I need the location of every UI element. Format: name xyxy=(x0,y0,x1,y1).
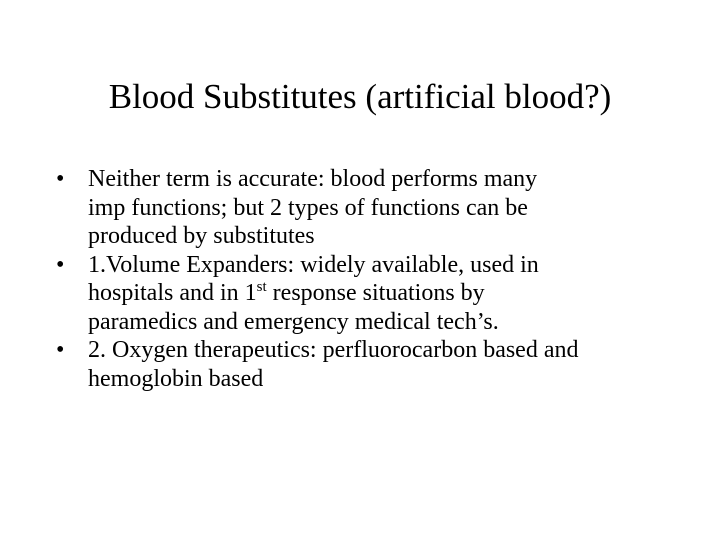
bullet-item xyxy=(56,336,676,393)
bullet-text-line: imp functions; but 2 types of functions can be xyxy=(88,194,528,221)
bullet-text-line: 1.Volume Expanders: widely available, used in xyxy=(88,251,539,278)
bullet-dot: • xyxy=(56,251,65,278)
bullet-text-line: hemoglobin based xyxy=(88,365,264,392)
bullet-item xyxy=(56,251,676,337)
bullet-list xyxy=(56,165,676,393)
bullet-text-line: 2. Oxygen therapeutics: perfluorocarbon based and xyxy=(88,337,579,363)
bullet-text-line xyxy=(88,279,676,308)
bullet-dot: • xyxy=(56,337,65,363)
bullet-dot: • xyxy=(56,166,65,192)
ordinal-superscript: st xyxy=(256,279,267,295)
bullet-text-segment: hospitals and in 1 xyxy=(88,280,257,306)
bullet-text-line: paramedics and emergency medical tech’s. xyxy=(88,308,499,335)
bullet-text-segment: response situations by xyxy=(266,280,485,306)
bullet-text-line: produced by substitutes xyxy=(88,223,315,249)
bullet-text-line: Neither term is accurate: blood performs many xyxy=(88,166,538,192)
bullet-item xyxy=(56,165,676,251)
slide-title: Blood Substitutes (artificial blood?) xyxy=(108,77,612,116)
